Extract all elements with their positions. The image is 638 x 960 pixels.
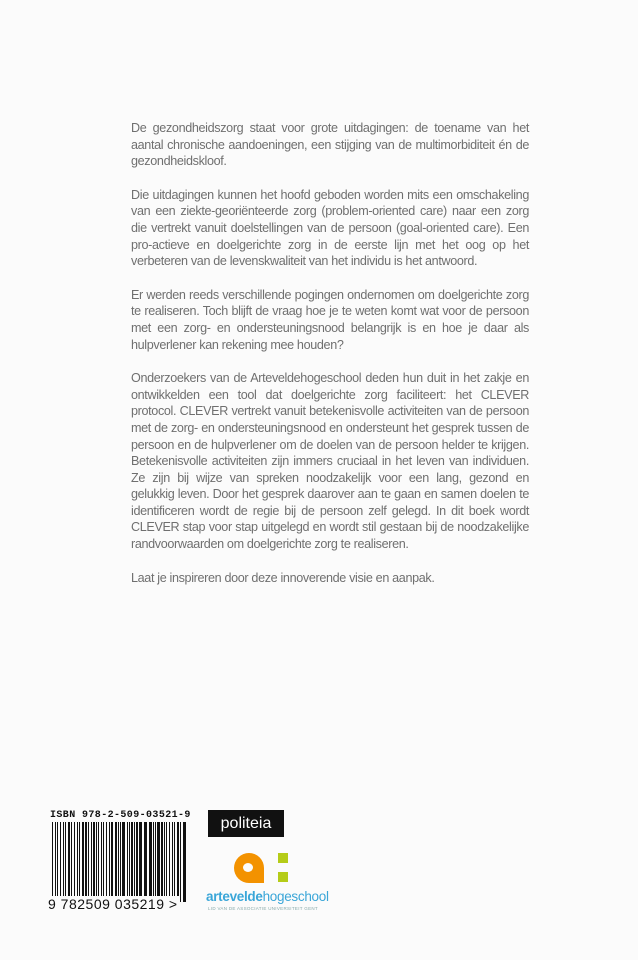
blurb-paragraph: Die uitdagingen kunnen het hoofd geboden worden mits een omschakeling van een ziekte-georiënteerde zorg (problem-oriented care) naar een zorg die vertrekt vanuit doelstellingen van de persoon (goal-oriented care). Een pro-actieve en doelgerichte zorg in de eerste lijn met het oog op het verbeteren van de levenskwaliteit van het individu is het antwoord. bbox=[131, 187, 529, 269]
barcode-bar bbox=[174, 822, 175, 902]
barcode-bar bbox=[106, 822, 107, 902]
barcode-bar bbox=[115, 822, 117, 902]
school-tagline: LID VAN DE ASSOCIATIE UNIVERSITEIT GENT bbox=[208, 906, 318, 911]
school-name bbox=[206, 889, 329, 904]
politeia-logo: politeia bbox=[208, 810, 284, 837]
barcode-bar bbox=[91, 822, 92, 902]
barcode-bar bbox=[169, 822, 170, 902]
barcode-bar bbox=[88, 822, 89, 902]
barcode-bar bbox=[144, 822, 147, 902]
barcode-bar bbox=[118, 822, 119, 902]
barcode-bar bbox=[101, 822, 102, 902]
barcode-bar bbox=[65, 822, 66, 902]
barcode-bar bbox=[134, 822, 135, 902]
barcode-bar bbox=[93, 822, 95, 902]
barcode-bar bbox=[155, 822, 156, 902]
barcode-bar bbox=[57, 822, 58, 902]
barcode-bar bbox=[136, 822, 138, 902]
barcode-bar bbox=[139, 822, 142, 902]
barcode-bar bbox=[52, 822, 53, 902]
green-square-icon bbox=[278, 872, 288, 882]
barcode-bar bbox=[85, 822, 87, 902]
barcode-bar bbox=[120, 822, 121, 902]
barcode-bar bbox=[164, 822, 165, 902]
barcode-digits: 9 782509 035219 > bbox=[48, 896, 178, 912]
school-name-bold: artevelde bbox=[206, 889, 263, 904]
barcode-bar bbox=[79, 822, 80, 902]
barcode-icon bbox=[50, 822, 190, 902]
barcode-bar bbox=[122, 822, 125, 902]
green-square-icon bbox=[278, 853, 288, 863]
barcode-bar bbox=[68, 822, 70, 902]
artevelde-a-icon bbox=[234, 853, 264, 883]
barcode-bar bbox=[111, 822, 113, 902]
barcode-bar bbox=[103, 822, 104, 902]
barcode-bar bbox=[74, 822, 75, 902]
blurb-paragraph: Laat je inspireren door deze innoverende visie en aanpak. bbox=[131, 570, 435, 585]
isbn-label: ISBN 978-2-509-03521-9 bbox=[50, 810, 191, 821]
barcode-bar bbox=[149, 822, 152, 902]
barcode-bar bbox=[109, 822, 110, 902]
barcode-bar bbox=[127, 822, 128, 902]
school-name-regular: hogeschool bbox=[262, 889, 329, 904]
barcode-bar bbox=[161, 822, 163, 902]
barcode-bar bbox=[82, 822, 84, 902]
blurb-paragraph: Onderzoekers van de Arteveldehogeschool deden hun duit in het zakje en ontwikkelden een tool dat doelgerichte zorg faciliteert: het CLEVER protocol. CLEVER vertrekt vanuit betekenisvolle activiteiten van de persoon met de zorg- en ondersteuningsnood en ondersteunt het gesprek tussen de persoon en de hulpverlener om de doelen van de persoon helder te krijgen. Betekenisvolle activiteiten zijn immers cruciaal in het leven van individuen. Ze zijn bij wijze van spreken noodzakelijk voor een lang, gezond en gelukkig leven. Door het gesprek daarover aan te gaan en samen doelen te identificeren wordt de regie bij de persoon zelf gelegd. In dit boek wordt CLEVER stap voor stap uitgelegd en wordt stil gestaan bij de noodzakelijke randvoorwaarden om doelgerichte zorg te realiseren. bbox=[131, 371, 529, 552]
barcode-bar bbox=[55, 822, 56, 902]
barcode-bar bbox=[172, 822, 173, 902]
barcode-bar bbox=[96, 822, 97, 902]
barcode-bar bbox=[71, 822, 72, 902]
barcode-bar bbox=[177, 822, 179, 902]
barcode-bar bbox=[166, 822, 167, 902]
barcode-bar bbox=[63, 822, 64, 902]
barcode-bar bbox=[60, 822, 61, 902]
barcode-bar bbox=[153, 822, 154, 902]
barcode-bar bbox=[183, 822, 186, 902]
blurb-paragraph: Er werden reeds verschillende pogingen ondernomen om doelgerichte zorg te realiseren. Toch blijft de vraag hoe je te weten komt wat voor de persoon met een zorg- en ondersteuningsnood belangrijk is en hoe je daar als hulpverlener kan rekening mee houden? bbox=[131, 287, 529, 352]
blurb-paragraph: De gezondheidszorg staat voor grote uitdagingen: de toename van het aantal chronische aandoeningen, een stijging van de multimorbiditeit én de gezondheidskloof. bbox=[131, 121, 529, 169]
barcode-bar bbox=[131, 822, 133, 902]
barcode-bar bbox=[98, 822, 99, 902]
barcode-bar bbox=[77, 822, 78, 902]
back-cover-blurb bbox=[131, 120, 529, 603]
barcode-bar bbox=[129, 822, 130, 902]
barcode-bar bbox=[157, 822, 160, 902]
barcode-bar bbox=[180, 822, 181, 902]
